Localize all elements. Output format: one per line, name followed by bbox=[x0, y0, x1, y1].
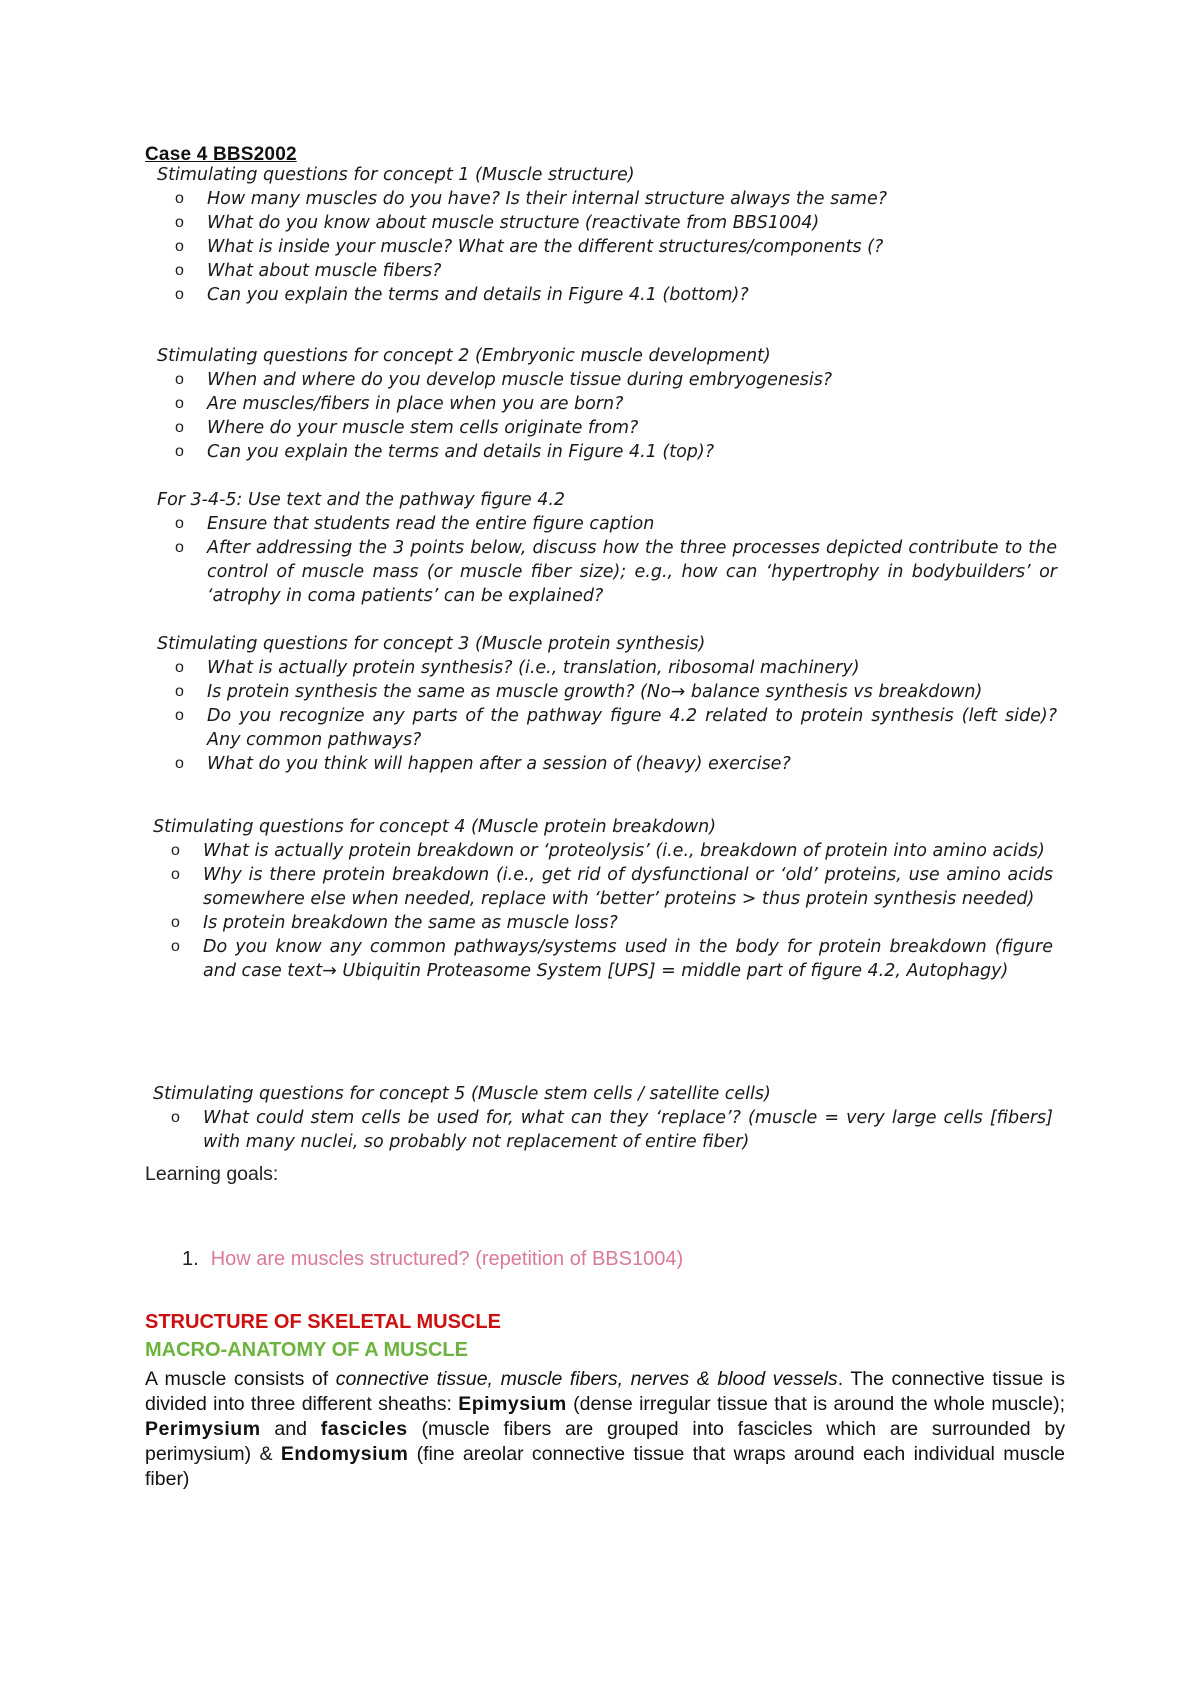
bullet-icon: o bbox=[171, 866, 180, 883]
bullet-icon: o bbox=[175, 755, 184, 772]
goal-text: How are muscles structured? (repetition of BBS1004) bbox=[210, 1248, 684, 1270]
concept4-block bbox=[153, 815, 1053, 983]
goal-number: 1. bbox=[182, 1248, 199, 1270]
concept345-block bbox=[157, 488, 1057, 608]
bullet-icon: o bbox=[175, 683, 184, 700]
list-item: o After addressing the 3 points below, discuss how the three processes depicted contribute to the control of muscle mass (or muscle fiber size); e.g., how can ‘hypertrophy in bodybuilders’ or ‘atrophy in coma patients’ can be explained? bbox=[175, 538, 1057, 606]
bullet-icon: o bbox=[175, 707, 184, 724]
bullet-icon: o bbox=[175, 214, 184, 231]
list-item: o When and where do you develop muscle tissue during embryogenesis? bbox=[175, 370, 833, 390]
bullet-icon: o bbox=[175, 419, 184, 436]
list-item: o Can you explain the terms and details in Figure 4.1 (top)? bbox=[175, 442, 715, 462]
list-item: o Ensure that students read the entire figure caption bbox=[175, 514, 655, 534]
bullet-icon: o bbox=[175, 539, 184, 556]
body-paragraph: A muscle consists of connective tissue, muscle fibers, nerves & blood vessels. The connective tissue is divided into three different sheaths: Epimysium (dense irregular tissue that is around the whole muscle); Perimysium and fascicles (muscle fibers are grouped into fascicles which are surrounded by perimysium) & Endomysium (fine areolar connective tissue that wraps around each individual muscle fiber) bbox=[145, 1368, 1065, 1490]
list-item: o Is protein synthesis the same as muscle growth? (No→ balance synthesis vs breakdown) bbox=[175, 682, 983, 702]
list-item: o What is actually protein synthesis? (i.e., translation, ribosomal machinery) bbox=[175, 658, 860, 678]
bullet-icon: o bbox=[171, 842, 180, 859]
document-title: Case 4 BBS2002 bbox=[145, 144, 297, 165]
list-item: o Why is there protein breakdown (i.e., get rid of dysfunctional or ‘old’ proteins, use amino acids somewhere else when needed, replace with ‘better’ proteins > thus protein synthesis needed) bbox=[171, 865, 1053, 909]
bullet-icon: o bbox=[175, 371, 184, 388]
concept4-list bbox=[153, 839, 1053, 983]
concept3-heading: Stimulating questions for concept 3 (Muscle protein synthesis) bbox=[157, 634, 706, 654]
subsection-title: MACRO-ANATOMY OF A MUSCLE bbox=[145, 1339, 468, 1361]
concept1-list bbox=[157, 187, 1057, 307]
bullet-icon: o bbox=[171, 1109, 180, 1126]
list-item: o What could stem cells be used for, what can they ‘replace’? (muscle = very large cells [fibers] with many nuclei, so probably not replacement of entire fiber) bbox=[171, 1108, 1053, 1152]
bullet-icon: o bbox=[171, 914, 180, 931]
list-item: o Do you recognize any parts of the pathway figure 4.2 related to protein synthesis (left side)? Any common pathways? bbox=[175, 706, 1057, 750]
list-item: o Do you know any common pathways/systems used in the body for protein breakdown (figure and case text→ Ubiquitin Proteasome System [UPS] = middle part of figure 4.2, Autophagy) bbox=[171, 937, 1053, 981]
list-item: o What do you know about muscle structure (reactivate from BBS1004) bbox=[175, 213, 820, 233]
concept3-block bbox=[157, 632, 1057, 776]
concept1-heading: Stimulating questions for concept 1 (Muscle structure) bbox=[157, 165, 635, 185]
learning-goals-label: Learning goals: bbox=[145, 1163, 279, 1185]
concept345-heading: For 3-4-5: Use text and the pathway figure 4.2 bbox=[157, 490, 566, 510]
bullet-icon: o bbox=[175, 659, 184, 676]
section-title: STRUCTURE OF SKELETAL MUSCLE bbox=[145, 1311, 501, 1333]
list-item: o Can you explain the terms and details in Figure 4.1 (bottom)? bbox=[175, 285, 749, 305]
bullet-icon: o bbox=[175, 395, 184, 412]
concept3-list bbox=[157, 656, 1057, 776]
learning-goal-1 bbox=[182, 1248, 683, 1271]
list-item: o What is actually protein breakdown or ‘proteolysis’ (i.e., breakdown of protein into amino acids) bbox=[171, 841, 1045, 861]
concept2-list bbox=[157, 368, 1057, 464]
list-item: o What do you think will happen after a session of (heavy) exercise? bbox=[175, 754, 791, 774]
concept2-block bbox=[157, 344, 1057, 464]
bullet-icon: o bbox=[175, 190, 184, 207]
concept5-heading: Stimulating questions for concept 5 (Muscle stem cells / satellite cells) bbox=[153, 1084, 771, 1104]
bullet-icon: o bbox=[175, 443, 184, 460]
list-item: o Is protein breakdown the same as muscle loss? bbox=[171, 913, 618, 933]
list-item: o What is inside your muscle? What are the different structures/components (? bbox=[175, 237, 884, 257]
concept345-list bbox=[157, 512, 1057, 608]
bullet-icon: o bbox=[171, 938, 180, 955]
list-item: o What about muscle fibers? bbox=[175, 261, 442, 281]
concept5-block bbox=[153, 1082, 1053, 1154]
concept4-heading: Stimulating questions for concept 4 (Muscle protein breakdown) bbox=[153, 817, 717, 837]
bullet-icon: o bbox=[175, 262, 184, 279]
list-item: o How many muscles do you have? Is their internal structure always the same? bbox=[175, 189, 888, 209]
list-item: o Are muscles/fibers in place when you are born? bbox=[175, 394, 624, 414]
concept5-list bbox=[153, 1106, 1053, 1154]
concept2-heading: Stimulating questions for concept 2 (Embryonic muscle development) bbox=[157, 346, 771, 366]
concept1-block bbox=[157, 163, 1057, 307]
bullet-icon: o bbox=[175, 515, 184, 532]
list-item: o Where do your muscle stem cells originate from? bbox=[175, 418, 639, 438]
bullet-icon: o bbox=[175, 286, 184, 303]
bullet-icon: o bbox=[175, 238, 184, 255]
